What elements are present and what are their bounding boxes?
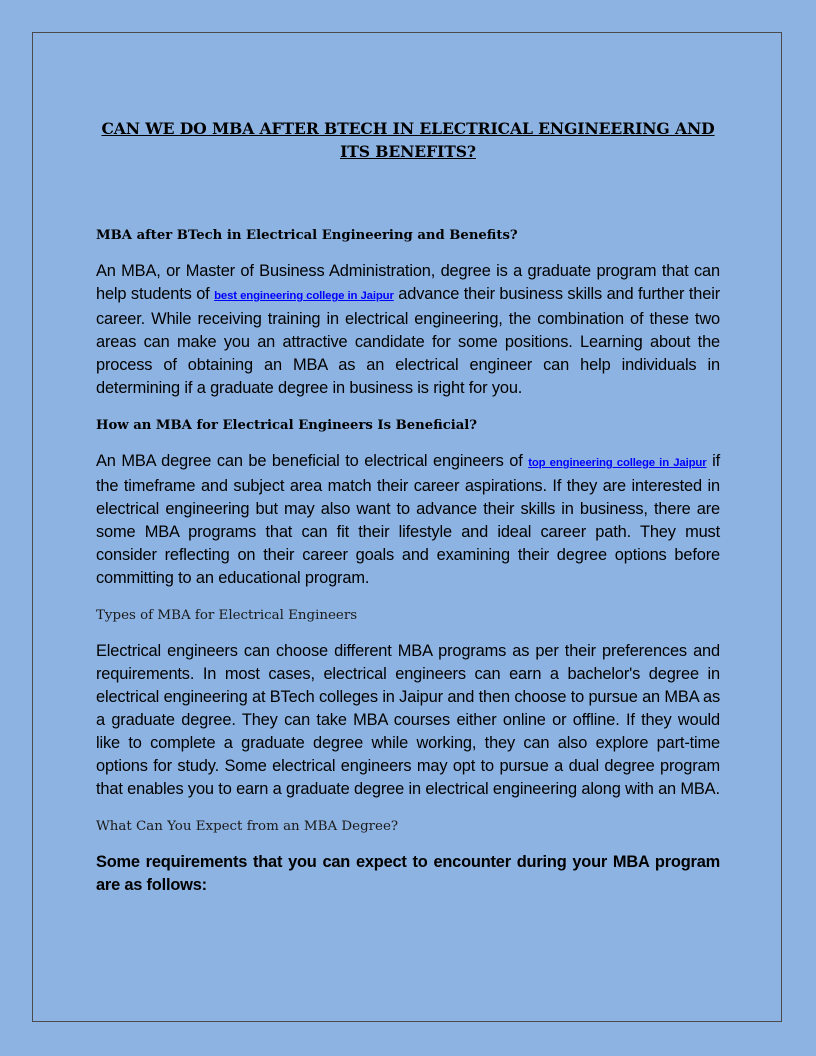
- section-heading-mba-types: Types of MBA for Electrical Engineers: [96, 608, 358, 623]
- document-body: [96, 117, 720, 897]
- section-paragraph-mba-requirements: Some requirements that you can expect to encounter during your MBA program are as follows:: [96, 853, 720, 894]
- paragraph-text: An MBA degree can be beneficial to electrical engineers of: [96, 452, 529, 470]
- paragraph-text: advance their business skills and further their career. While receiving training in electrical engineering, the combination of these two areas can make you an attractive candidate for some positions. Learning about the process of obtaining an MBA as an electrical engineer can help individuals in determining if a graduate degree in business is right for you.: [96, 285, 720, 397]
- document-title: CAN WE DO MBA AFTER BTECH IN ELECTRICAL ENGINEERING AND ITS BENEFITS?: [101, 119, 715, 161]
- best-engineering-college-link[interactable]: best engineering college in Jaipur: [214, 290, 394, 302]
- section-paragraph-mba-types: Electrical engineers can choose different MBA programs as per their preferences and requirements. In most cases, electrical engineers can earn a bachelor's degree in electrical engineering at BTech colleges in Jaipur and then choose to pursue an MBA as a graduate degree. They can take MBA courses either online or offline. If they would like to complete a graduate degree while working, they can also explore part-time options for study. Some electrical engineers may opt to pursue a dual degree program that enables you to earn a graduate degree in electrical engineering along with an MBA.: [96, 642, 720, 798]
- section-heading-mba-expectations: What Can You Expect from an MBA Degree?: [96, 819, 399, 834]
- section-heading-mba-beneficial: How an MBA for Electrical Engineers Is Beneficial?: [96, 418, 478, 433]
- paragraph-text: if the timeframe and subject area match their career aspirations. If they are interested in electrical engineering but may also want to advance their skills in business, there are some MBA programs that can fit their lifestyle and ideal career path. They must consider reflecting on their career goals and examining their degree options before committing to an educational program.: [96, 452, 720, 587]
- section-paragraph-mba-beneficial: [96, 450, 720, 590]
- section-heading-mba-benefits: MBA after BTech in Electrical Engineering and Benefits?: [96, 228, 518, 243]
- section-paragraph-mba-intro: [96, 260, 720, 400]
- top-engineering-college-link[interactable]: top engineering college in Jaipur: [528, 457, 707, 469]
- paragraph-text: An MBA, or Master of Business Administration, degree is a graduate program that can help students of: [96, 262, 720, 303]
